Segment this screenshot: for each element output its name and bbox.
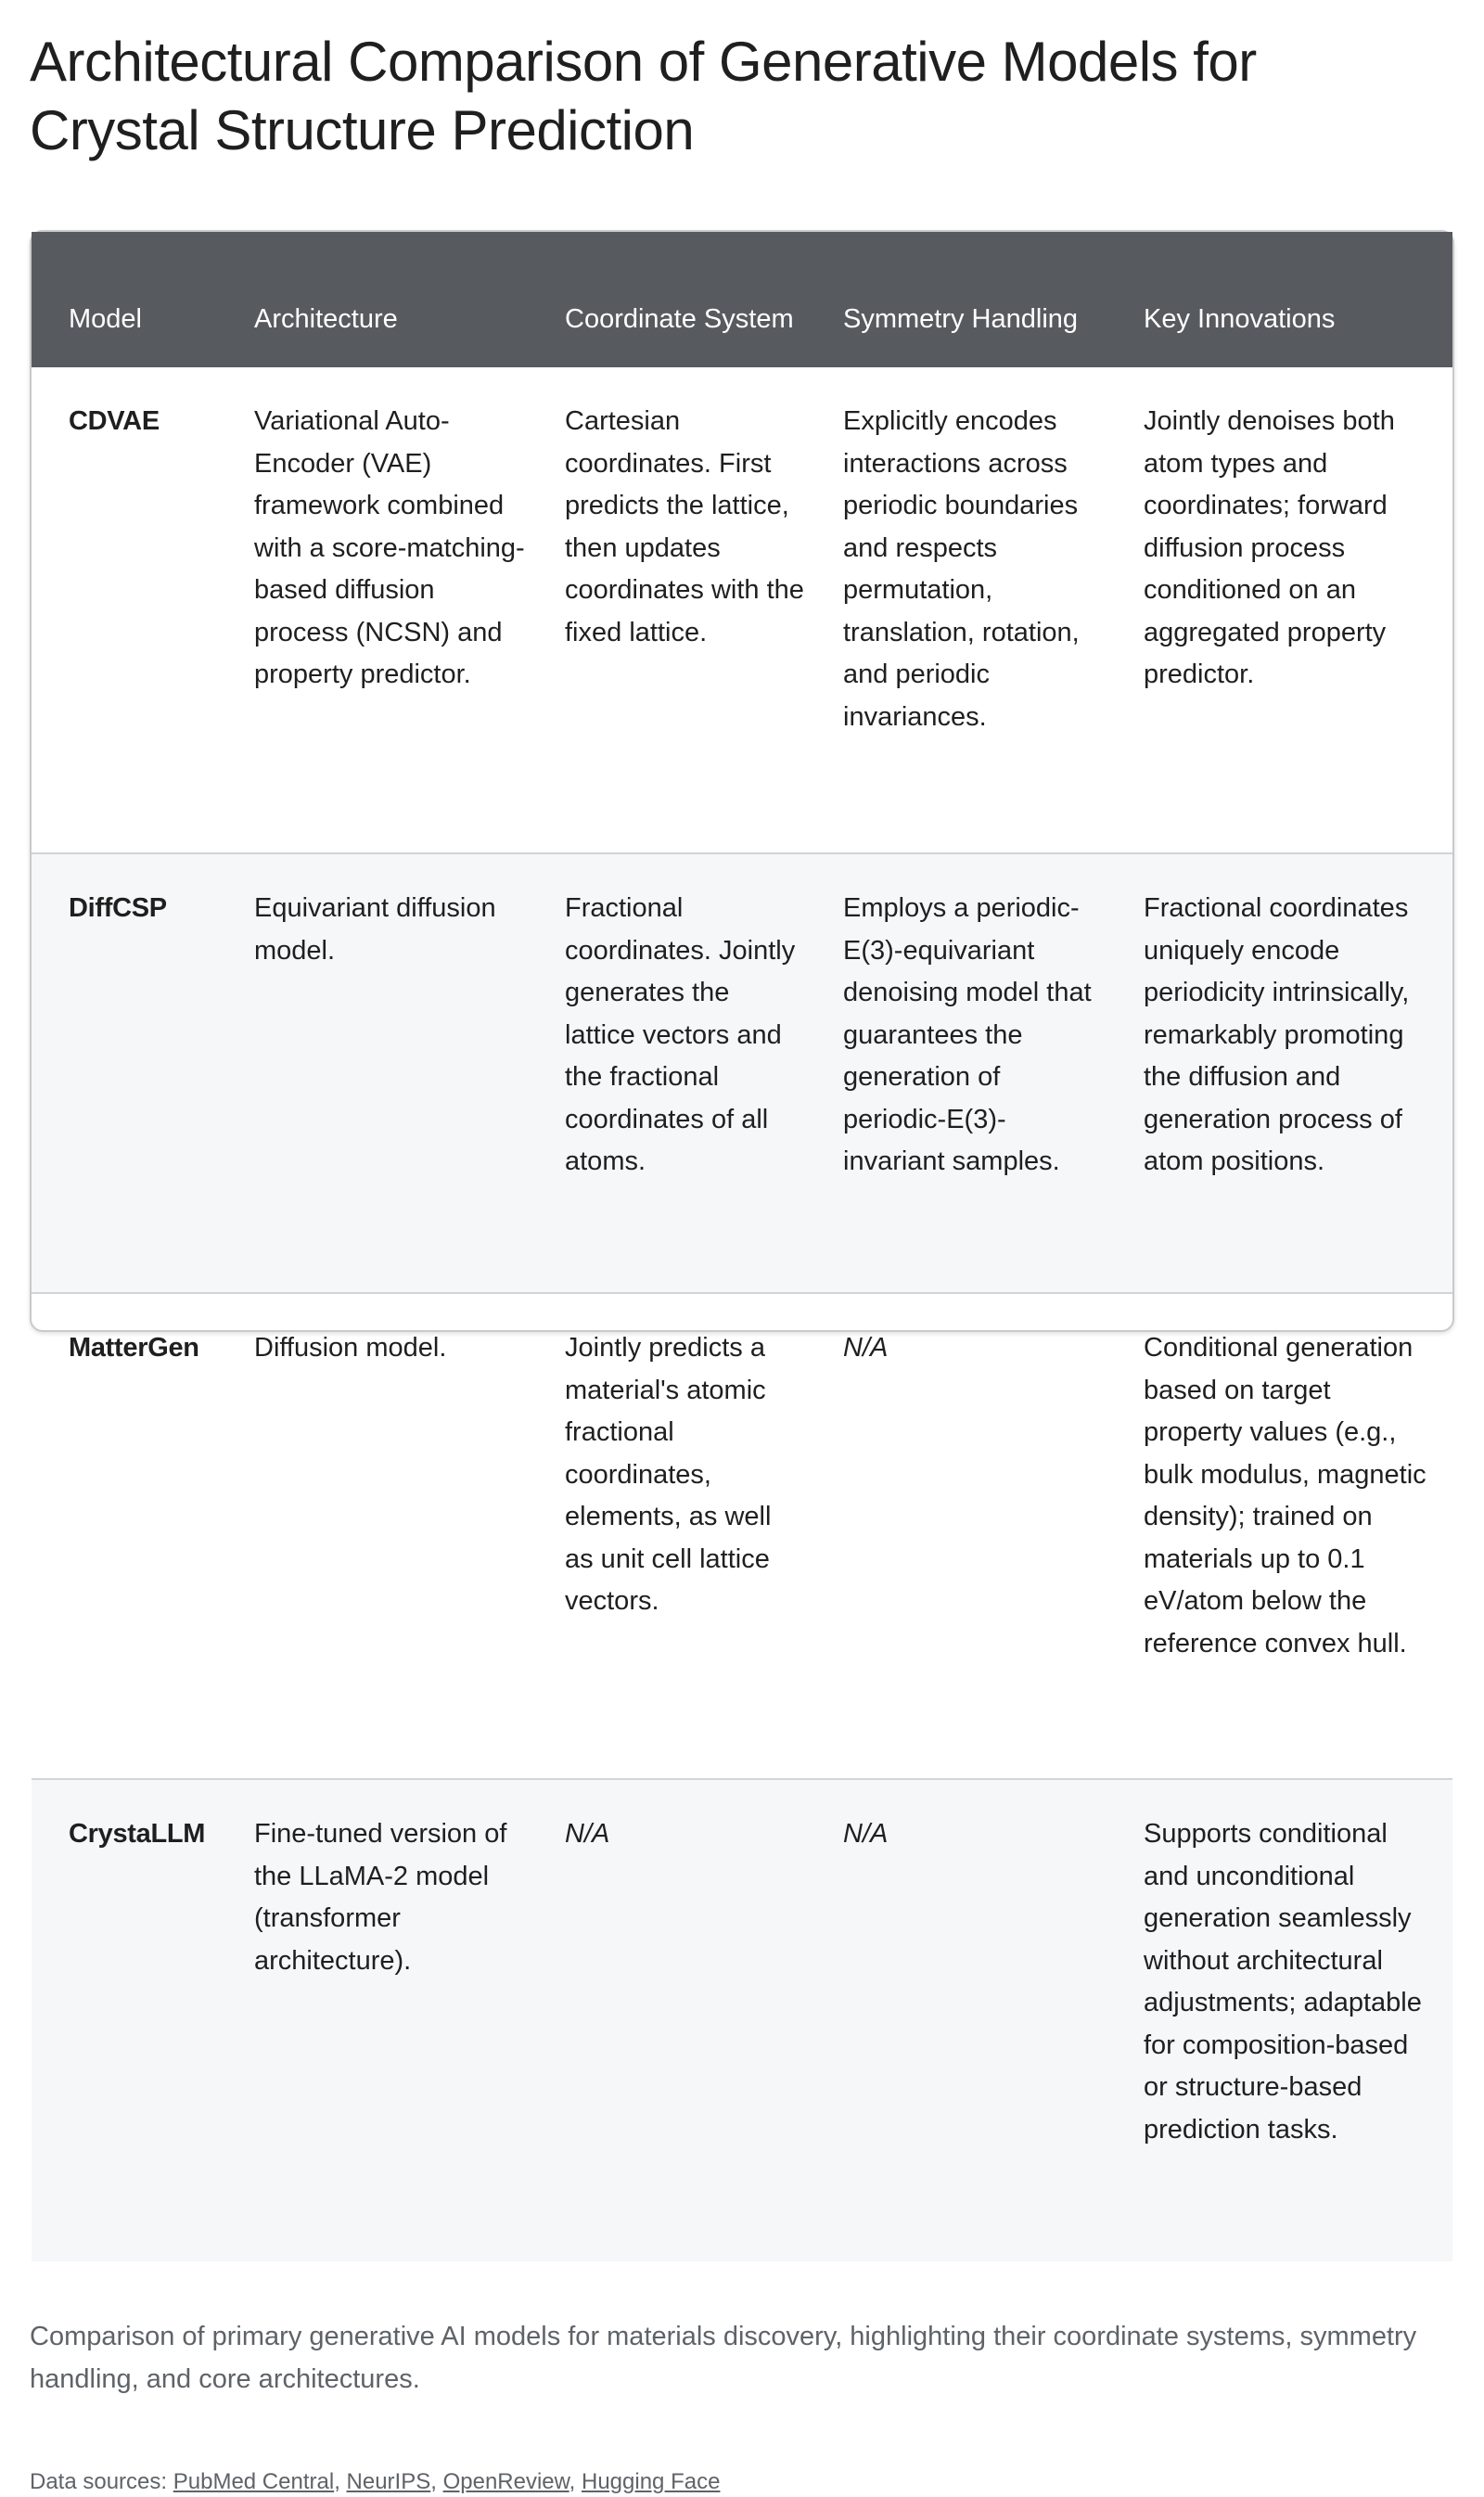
cell-architecture: Equivariant diffusion model. — [254, 893, 496, 966]
table-header — [32, 232, 1452, 367]
comparison-table — [32, 232, 1452, 2261]
cell-symmetry-handling: N/A — [843, 1333, 889, 1363]
table-row — [32, 853, 1452, 1293]
page-title: Architectural Comparison of Generative Models for Crystal Structure Prediction — [30, 31, 1257, 161]
cell-architecture: Variational Auto-Encoder (VAE) framework combined with a score-matching-based diffusion process (NCSN) and property predictor. — [254, 406, 525, 689]
column-header-symmetry-handling: Symmetry Handling — [843, 304, 1079, 334]
cell-model: CDVAE — [69, 406, 160, 436]
cell-coordinate-system: Fractional coordinates. Jointly generates the lattice vectors and the fractional coordinates of all atoms. — [565, 893, 796, 1176]
source-separator: , — [569, 2469, 576, 2494]
cell-symmetry-handling: Explicitly encodes interactions across periodic boundaries and respects permutation, translation, rotation, and periodic invariances. — [843, 406, 1080, 732]
cell-symmetry-handling: N/A — [843, 1819, 889, 1849]
column-header-model: Model — [69, 304, 142, 334]
table-caption: Comparison of primary generative AI models for materials discovery, highlighting their coordinate systems, symmetry handling, and core architectures. — [30, 2322, 1417, 2394]
cell-symmetry-handling: Employs a periodic-E(3)-equivariant denoising model that guarantees the generation of periodic-E(3)-invariant samples. — [843, 893, 1092, 1176]
source-separator: , — [430, 2469, 437, 2494]
source-link-hugging-face[interactable]: Hugging Face — [582, 2469, 721, 2494]
table-row — [32, 1293, 1452, 1779]
data-sources — [30, 2467, 720, 2497]
cell-key-innovations: Jointly denoises both atom types and coordinates; forward diffusion process conditioned on an aggregated property predictor. — [1144, 406, 1395, 689]
source-link-pubmed-central[interactable]: PubMed Central — [173, 2469, 335, 2494]
cell-coordinate-system: Cartesian coordinates. First predicts the lattice, then updates coordinates with the fixed lattice. — [565, 406, 804, 647]
source-link-openreview[interactable]: OpenReview — [442, 2469, 569, 2494]
column-header-key-innovations: Key Innovations — [1144, 304, 1336, 334]
cell-key-innovations: Supports conditional and unconditional generation seamlessly without architectural adjustments; adaptable for composition-based or structure-based prediction tasks. — [1144, 1819, 1422, 2145]
cell-key-innovations: Fractional coordinates uniquely encode periodicity intrinsically, remarkably promoting the diffusion and generation process of atom positions. — [1144, 893, 1410, 1176]
cell-model: CrystaLLM — [69, 1819, 206, 1849]
cell-coordinate-system: N/A — [565, 1819, 610, 1849]
cell-coordinate-system: Jointly predicts a material's atomic fractional coordinates, elements, as well as unit cell lattice vectors. — [565, 1333, 772, 1616]
cell-model: MatterGen — [69, 1333, 199, 1363]
table-row — [32, 1779, 1452, 2261]
column-header-coordinate-system: Coordinate System — [565, 304, 794, 334]
table-header-row — [32, 232, 1452, 367]
table-body — [32, 367, 1452, 2261]
cell-architecture: Diffusion model. — [254, 1333, 447, 1363]
data-sources-label: Data sources: — [30, 2469, 168, 2494]
comparison-table-card — [30, 230, 1454, 2145]
cell-architecture: Fine-tuned version of the LLaMA-2 model (transformer architecture). — [254, 1819, 507, 1976]
source-separator: , — [334, 2469, 340, 2494]
column-header-architecture: Architecture — [254, 304, 398, 334]
cell-key-innovations: Conditional generation based on target property values (e.g., bulk modulus, magnetic density); trained on materials up to 0.1 eV/atom below the reference convex hull. — [1144, 1333, 1426, 1658]
cell-model: DiffCSP — [69, 893, 167, 923]
table-row — [32, 367, 1452, 853]
source-link-neurips[interactable]: NeurIPS — [346, 2469, 431, 2494]
